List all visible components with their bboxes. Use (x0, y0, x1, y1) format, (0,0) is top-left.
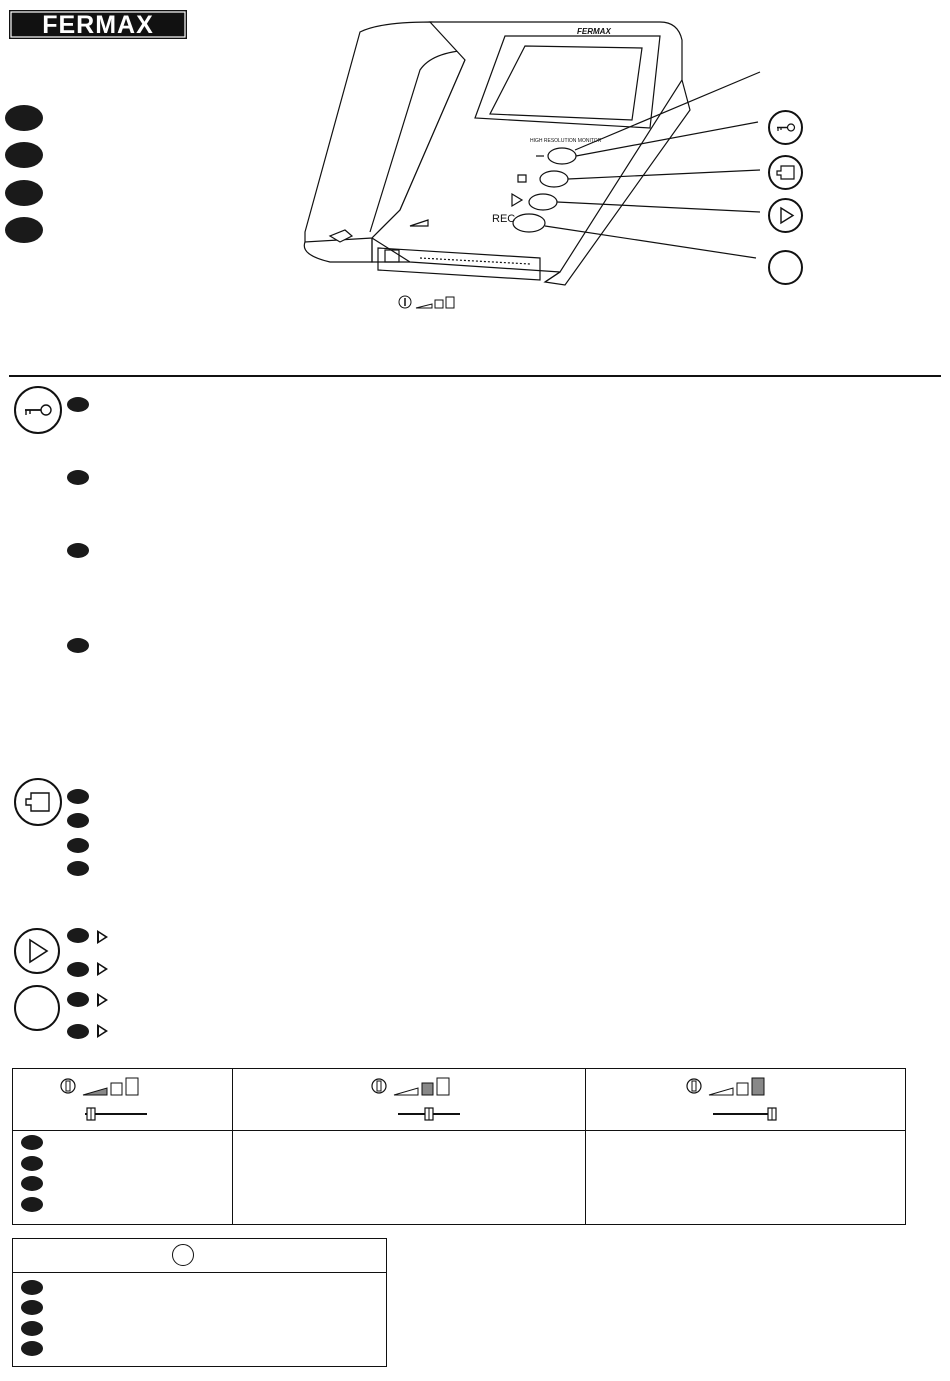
volume-language-dot-4 (21, 1197, 43, 1212)
rec-language-dot-4 (21, 1341, 43, 1356)
play-arrow-icon (97, 993, 108, 1007)
rec-table (12, 1238, 387, 1367)
camera-section-icon (14, 778, 62, 826)
camera-language-dot-3 (67, 838, 89, 853)
camera-language-dot-4 (67, 861, 89, 876)
volume-medium-icon (370, 1075, 470, 1125)
volume-language-dot-2 (21, 1156, 43, 1171)
svg-text:FERMAX: FERMAX (577, 27, 611, 36)
section-divider (9, 375, 941, 377)
play-language-dot-2 (67, 962, 89, 977)
volume-selector-icon (398, 294, 460, 310)
rec-language-dot-1 (21, 1280, 43, 1295)
camera-language-dot-2 (67, 813, 89, 828)
rec-table-header-divider (13, 1272, 386, 1273)
volume-table (12, 1068, 906, 1225)
camera-icon (768, 155, 803, 190)
key-section-icon (14, 386, 62, 434)
svg-text:REC: REC (492, 213, 516, 225)
rec-language-dot-2 (21, 1300, 43, 1315)
key-language-dot-1 (67, 397, 89, 412)
volume-language-dot-1 (21, 1135, 43, 1150)
play-language-dot-1 (67, 928, 89, 943)
key-language-dot-2 (67, 470, 89, 485)
volume-high-icon (685, 1075, 785, 1125)
table-header-divider (13, 1130, 905, 1131)
rec-language-dot-3 (21, 1321, 43, 1336)
play-arrow-icon (97, 930, 108, 944)
volume-low-icon (59, 1075, 159, 1125)
play-icon (768, 198, 803, 233)
play-arrow-icon (97, 962, 108, 976)
svg-text:FERMAX: FERMAX (42, 11, 154, 39)
volume-language-dot-3 (21, 1176, 43, 1191)
play-arrow-icon (97, 1024, 108, 1038)
play-language-dot-4 (67, 1024, 89, 1039)
camera-language-dot-1 (67, 789, 89, 804)
svg-text:HIGH RESOLUTION MONITOR: HIGH RESOLUTION MONITOR (530, 138, 602, 144)
rec-button-icon (768, 250, 803, 285)
key-language-dot-3 (67, 543, 89, 558)
rec-section-icon (14, 985, 60, 1031)
play-language-dot-3 (67, 992, 89, 1007)
monitor-illustration (0, 0, 950, 320)
rec-header-icon (172, 1244, 194, 1266)
play-section-icon (14, 928, 60, 974)
table-column-divider (585, 1069, 586, 1224)
key-language-dot-4 (67, 638, 89, 653)
key-icon (768, 110, 803, 145)
table-column-divider (232, 1069, 233, 1224)
